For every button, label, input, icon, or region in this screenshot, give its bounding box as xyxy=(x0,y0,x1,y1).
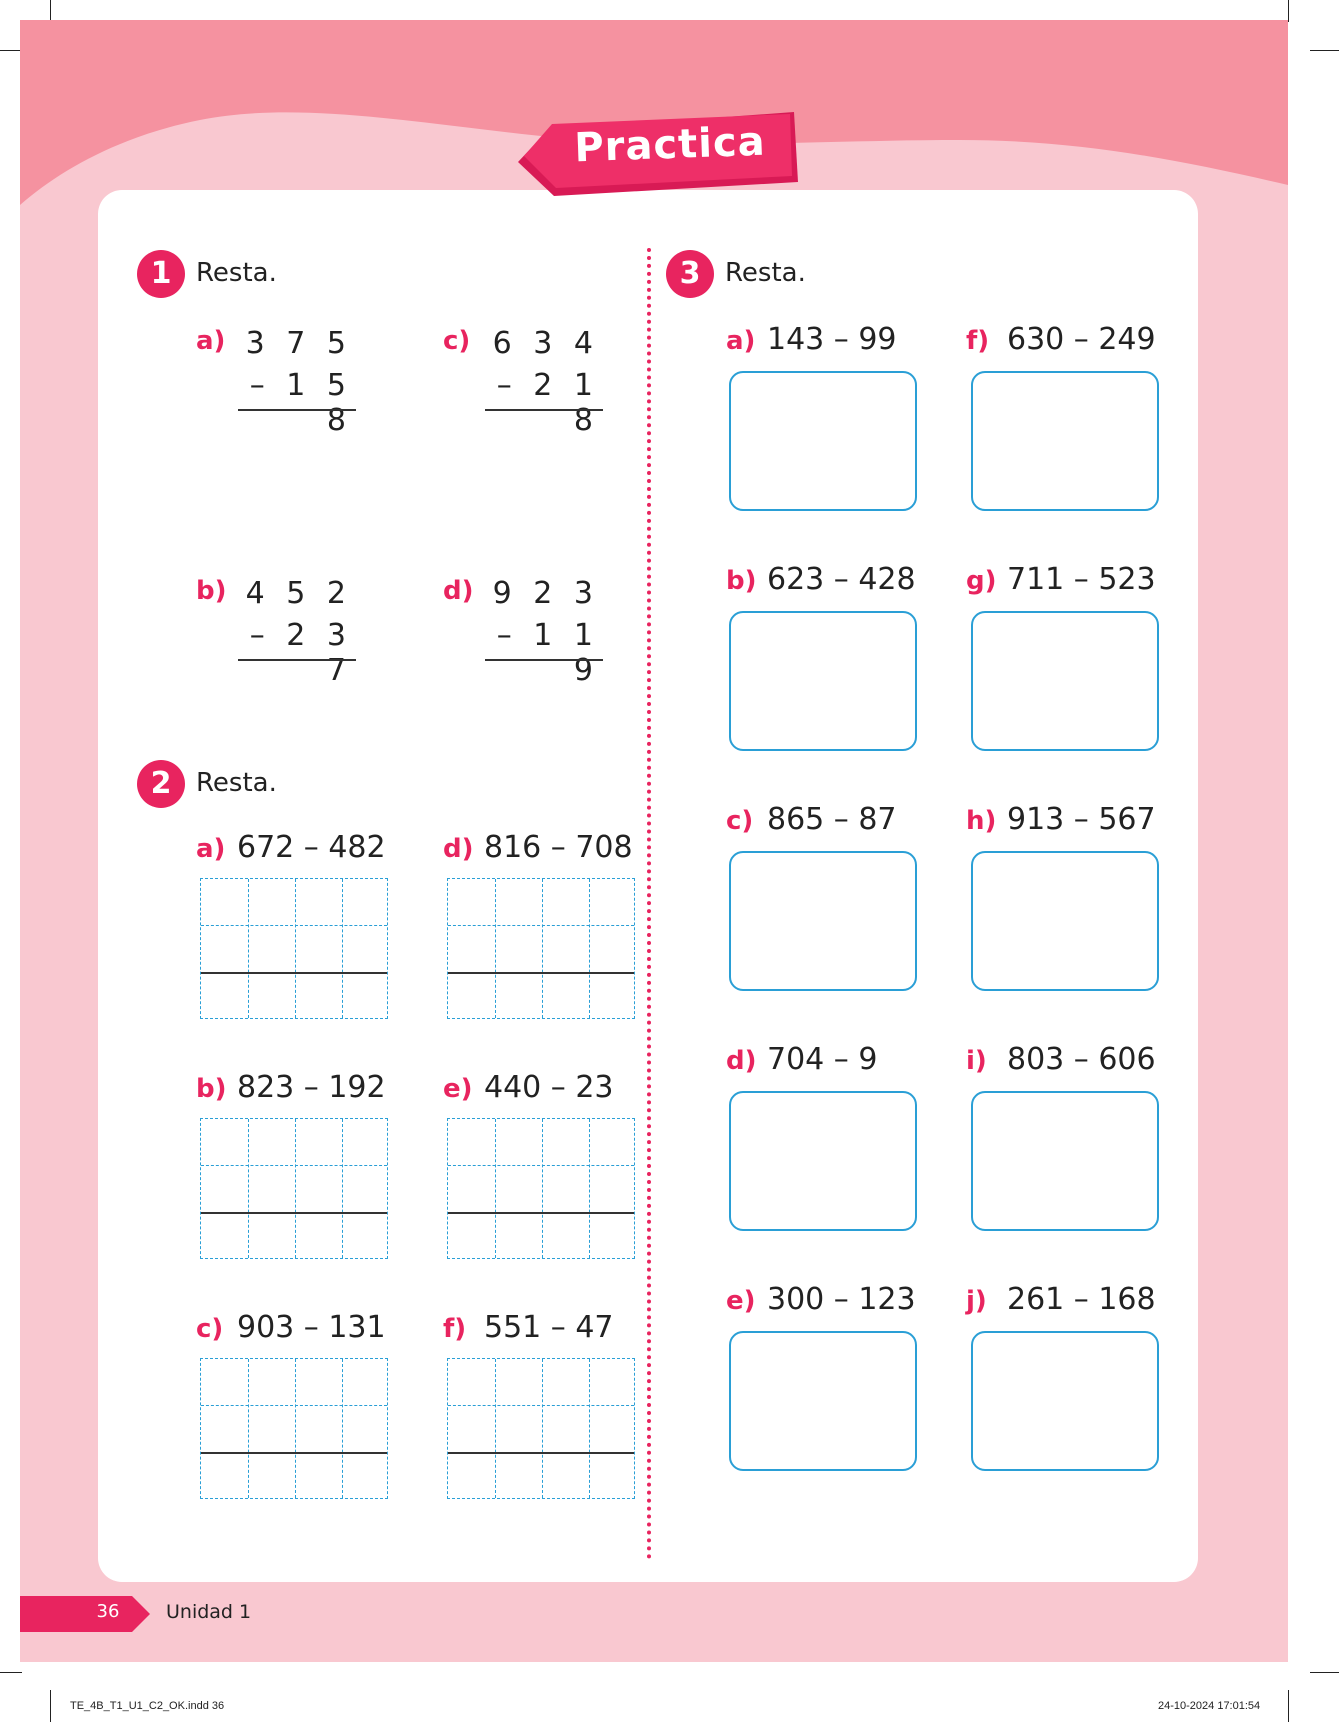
item-letter: d) xyxy=(443,576,474,606)
answer-grid[interactable] xyxy=(200,878,388,1019)
operation: 551 – 47 xyxy=(484,1310,614,1345)
subtrahend: – 1 1 9 xyxy=(496,618,599,688)
item-letter: a) xyxy=(196,326,226,356)
item-letter: i) xyxy=(966,1046,987,1076)
subtrahend: – 2 1 8 xyxy=(496,368,599,438)
banner-title: Practica xyxy=(573,118,767,172)
result-line xyxy=(485,659,603,661)
answer-box[interactable] xyxy=(729,851,917,991)
result-line xyxy=(485,409,603,411)
crop-mark xyxy=(50,1690,51,1722)
operation: 823 – 192 xyxy=(237,1070,386,1105)
column-divider xyxy=(647,248,651,1560)
answer-box[interactable] xyxy=(729,371,917,511)
item-letter: a) xyxy=(196,834,226,864)
item-letter: a) xyxy=(726,326,756,356)
operation: 143 – 99 xyxy=(767,322,897,357)
item-letter: c) xyxy=(726,806,754,836)
timestamp-slug: 24-10-2024 17:01:54 xyxy=(1158,1700,1261,1712)
item-letter: c) xyxy=(443,326,471,356)
operation: 903 – 131 xyxy=(237,1310,386,1345)
item-letter: e) xyxy=(726,1286,756,1316)
operation: 261 – 168 xyxy=(1007,1282,1156,1317)
answer-box[interactable] xyxy=(971,851,1159,991)
operation: 440 – 23 xyxy=(484,1070,614,1105)
subtrahend: – 1 5 8 xyxy=(249,368,352,438)
operation: 704 – 9 xyxy=(767,1042,878,1077)
item-letter: c) xyxy=(196,1314,224,1344)
operation: 711 – 523 xyxy=(1007,562,1156,597)
exercise-title: Resta. xyxy=(196,768,277,798)
answer-grid[interactable] xyxy=(200,1118,388,1259)
answer-box[interactable] xyxy=(971,1091,1159,1231)
item-letter: b) xyxy=(196,1074,227,1104)
answer-grid[interactable] xyxy=(447,878,635,1019)
result-line xyxy=(238,659,356,661)
item-letter: f) xyxy=(443,1314,467,1344)
answer-grid[interactable] xyxy=(447,1358,635,1499)
item-letter: d) xyxy=(443,834,474,864)
answer-box[interactable] xyxy=(971,1331,1159,1471)
exercise-title: Resta. xyxy=(196,258,277,288)
answer-grid[interactable] xyxy=(200,1358,388,1499)
answer-grid[interactable] xyxy=(447,1118,635,1259)
operation: 865 – 87 xyxy=(767,802,897,837)
answer-box[interactable] xyxy=(729,611,917,751)
answer-box[interactable] xyxy=(971,611,1159,751)
operation: 672 – 482 xyxy=(237,830,386,865)
item-letter: f) xyxy=(966,326,990,356)
operation: 816 – 708 xyxy=(484,830,633,865)
operation: 623 – 428 xyxy=(767,562,916,597)
operation: 300 – 123 xyxy=(767,1282,916,1317)
crop-mark xyxy=(1288,1690,1289,1722)
crop-mark xyxy=(1310,1672,1339,1673)
page-number: 36 xyxy=(96,1601,120,1622)
exercise-number-badge: 1 xyxy=(137,250,185,298)
item-letter: b) xyxy=(196,576,227,606)
answer-box[interactable] xyxy=(971,371,1159,511)
operation: 803 – 606 xyxy=(1007,1042,1156,1077)
item-letter: h) xyxy=(966,806,997,836)
unit-label: Unidad 1 xyxy=(166,1601,252,1623)
subtrahend: – 2 3 7 xyxy=(249,618,352,688)
item-letter: e) xyxy=(443,1074,473,1104)
result-line xyxy=(238,409,356,411)
exercise-number-badge: 3 xyxy=(666,250,714,298)
operation: 913 – 567 xyxy=(1007,802,1156,837)
minuend: 9 2 3 xyxy=(492,576,599,611)
answer-box[interactable] xyxy=(729,1331,917,1471)
exercise-number-badge: 2 xyxy=(137,760,185,808)
minuend: 3 7 5 xyxy=(245,326,352,361)
minuend: 4 5 2 xyxy=(245,576,352,611)
item-letter: g) xyxy=(966,566,997,596)
answer-box[interactable] xyxy=(729,1091,917,1231)
item-letter: j) xyxy=(966,1286,987,1316)
item-letter: d) xyxy=(726,1046,757,1076)
minuend: 6 3 4 xyxy=(492,326,599,361)
crop-mark xyxy=(0,1672,22,1673)
file-slug: TE_4B_T1_U1_C2_OK.indd 36 xyxy=(70,1700,225,1712)
item-letter: b) xyxy=(726,566,757,596)
exercise-title: Resta. xyxy=(725,258,806,288)
operation: 630 – 249 xyxy=(1007,322,1156,357)
